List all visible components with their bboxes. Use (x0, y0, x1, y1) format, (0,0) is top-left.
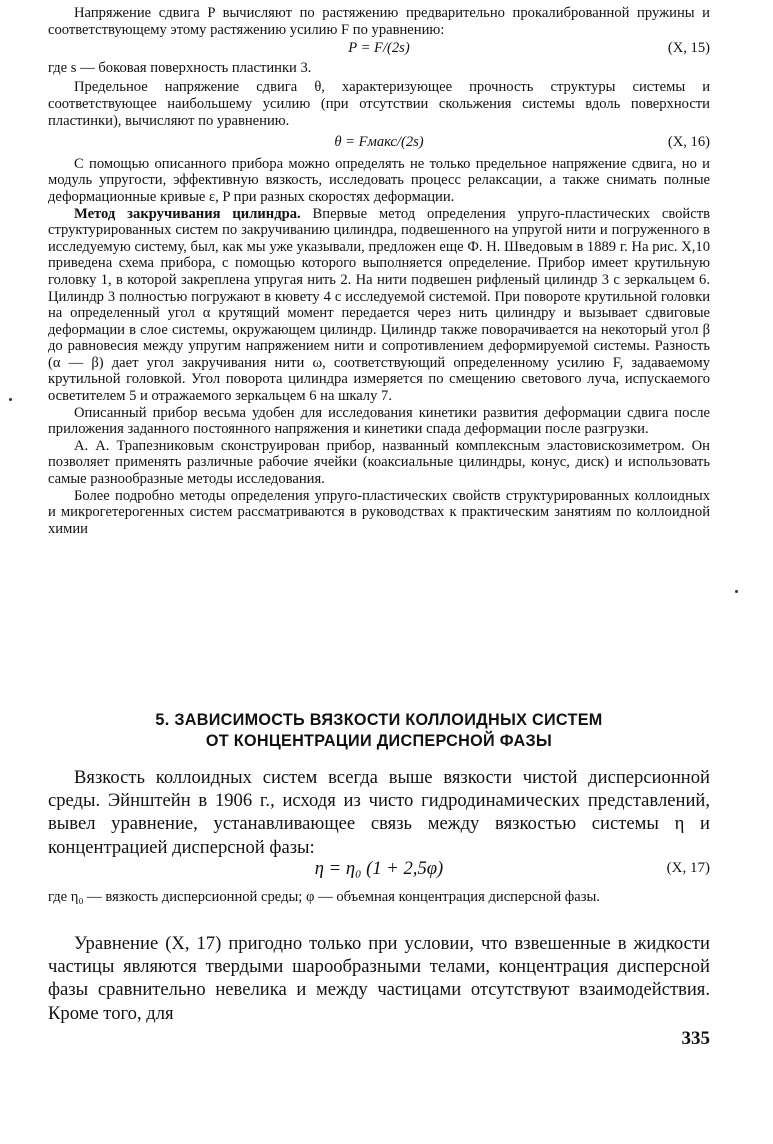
margin-mark-left (9, 398, 12, 401)
method-title: Метод закручивания цилиндра. (74, 205, 301, 222)
paragraph-p3: Предельное напряжение сдвига θ, характеризующее прочность структуры системы и соответствующее наибольшему усилию (при отсутствии скольжения системы вдоль поверхности пластинки), вычисляют по уравнению. (48, 79, 710, 129)
equation-16-text: θ = Fмакс/(2s) (334, 134, 424, 151)
equation-17-text: η = η₀ (1 + 2,5φ) (314, 858, 444, 879)
equation-15-text: P = F/(2s) (348, 40, 410, 57)
lower-block-1 (48, 766, 710, 859)
paragraph-p1: Напряжение сдвига P вычисляют по растяжению предварительно прокалиброванной пружины и соответствующему этому растяжению усилию F по уравнению: (48, 5, 710, 38)
equation-16-number: (X, 16) (667, 134, 710, 151)
paragraph-p8: Более подробно методы определения упруго-пластических свойств структурированных коллоидных и микрогетерогенных систем рассматриваются в руководствах к практическим занятиям по коллоидной химии (48, 487, 710, 537)
equation-17 (48, 857, 710, 880)
lower-block-2 (48, 932, 710, 1025)
equation-17-number: (X, 17) (666, 860, 710, 876)
section-heading-line2: ОТ КОНЦЕНТРАЦИИ ДИСПЕРСНОЙ ФАЗЫ (205, 732, 553, 750)
section-heading-line1: 5. ЗАВИСИМОСТЬ ВЯЗКОСТИ КОЛЛОИДНЫХ СИСТЕМ (155, 711, 603, 729)
margin-mark-right (735, 590, 738, 593)
paragraph-p6: Описанный прибор весьма удобен для исследования кинетики развития деформации сдвига после приложения заданного постоянного напряжения и кинетики спада деформации после разгрузки. (48, 404, 710, 438)
paragraph-p5-body: Впервые метод определения упруго-пластических свойств структурированных систем по закручиванию цилиндра, подвешенного на упругой нити и погруженного в исследуемую систему, был, как мы уже указывали, предложен еще Ф. Н. Шведовым в 1889 г. На рис. X,10 приведена схема прибора, с помощью которого выполняется определение. Прибор имеет крутильную головку 1, в которой закреплена упругая нить 2. На нити подвешен рифленый цилиндр 3 с зеркальцем 6. Цилиндр 3 полностью погружают в кювету 4 с исследуемой системой. При повороте крутильной головки на определенный угол α крутящий момент передается через нить цилиндру и вызывает сдвиговые деформации в слое системы, окружающем цилиндр. Цилиндр также поворачивается на некоторый угол β до равновесия между упругим напряжением нити и сопротивлением деформируемой системы. Разность (α — β) дает угол закручивания нити ω, соответствующий определенному усилию F, задаваемому крутильной головкой. Угол поворота цилиндра измеряется по смещению светового луча, испускаемого осветителем 5 и отражаемого зеркальцем 6 на шкалу 7. (48, 205, 710, 405)
paragraph-p9: Вязкость коллоидных систем всегда выше вязкости чистой дисперсионной среды. Эйнштейн в 1906 г., исходя из чисто гидродинамических представлений, вывел уравнение, устанавливающее связь между вязкостью системы η и концентрацией дисперсной фазы: (48, 767, 710, 858)
equation-15-number: (X, 15) (667, 40, 710, 57)
where-note (48, 889, 710, 906)
equation-16 (48, 134, 710, 151)
paragraph-p10: где η₀ — вязкость дисперсионной среды; φ — объемная концентрация дисперсной фазы. (48, 889, 600, 905)
page-number: 335 (681, 1028, 710, 1049)
paragraph-p7: А. А. Трапезниковым сконструирован прибор, названный комплексным эластовискозиметром. Он позволяет применять различные рабочие ячейки (коаксиальные цилиндры, конус, диск) и использовать самые разнообразные методы исследования. (48, 437, 710, 488)
paragraph-p4: С помощью описанного прибора можно определять не только предельное напряжение сдвига, но и модуль упругости, эффективную вязкость, исследовать процесс релаксации, а также снимать полные деформационные кривые ε, P при разных скоростях деформации. (48, 155, 710, 205)
paragraph-p5 (48, 206, 710, 405)
paragraph-p2: где s — боковая поверхность пластинки 3. (48, 59, 312, 76)
equation-15 (48, 40, 710, 57)
section-heading (48, 710, 710, 752)
paragraph-p11: Уравнение (X, 17) пригодно только при условии, что взвешенные в жидкости частицы являются твердыми шарообразными телами, концентрация дисперсной фазы сравнительно невелика и между частицами отсутствуют взаимодействия. Кроме того, для (48, 933, 710, 1024)
upper-block (48, 5, 710, 537)
